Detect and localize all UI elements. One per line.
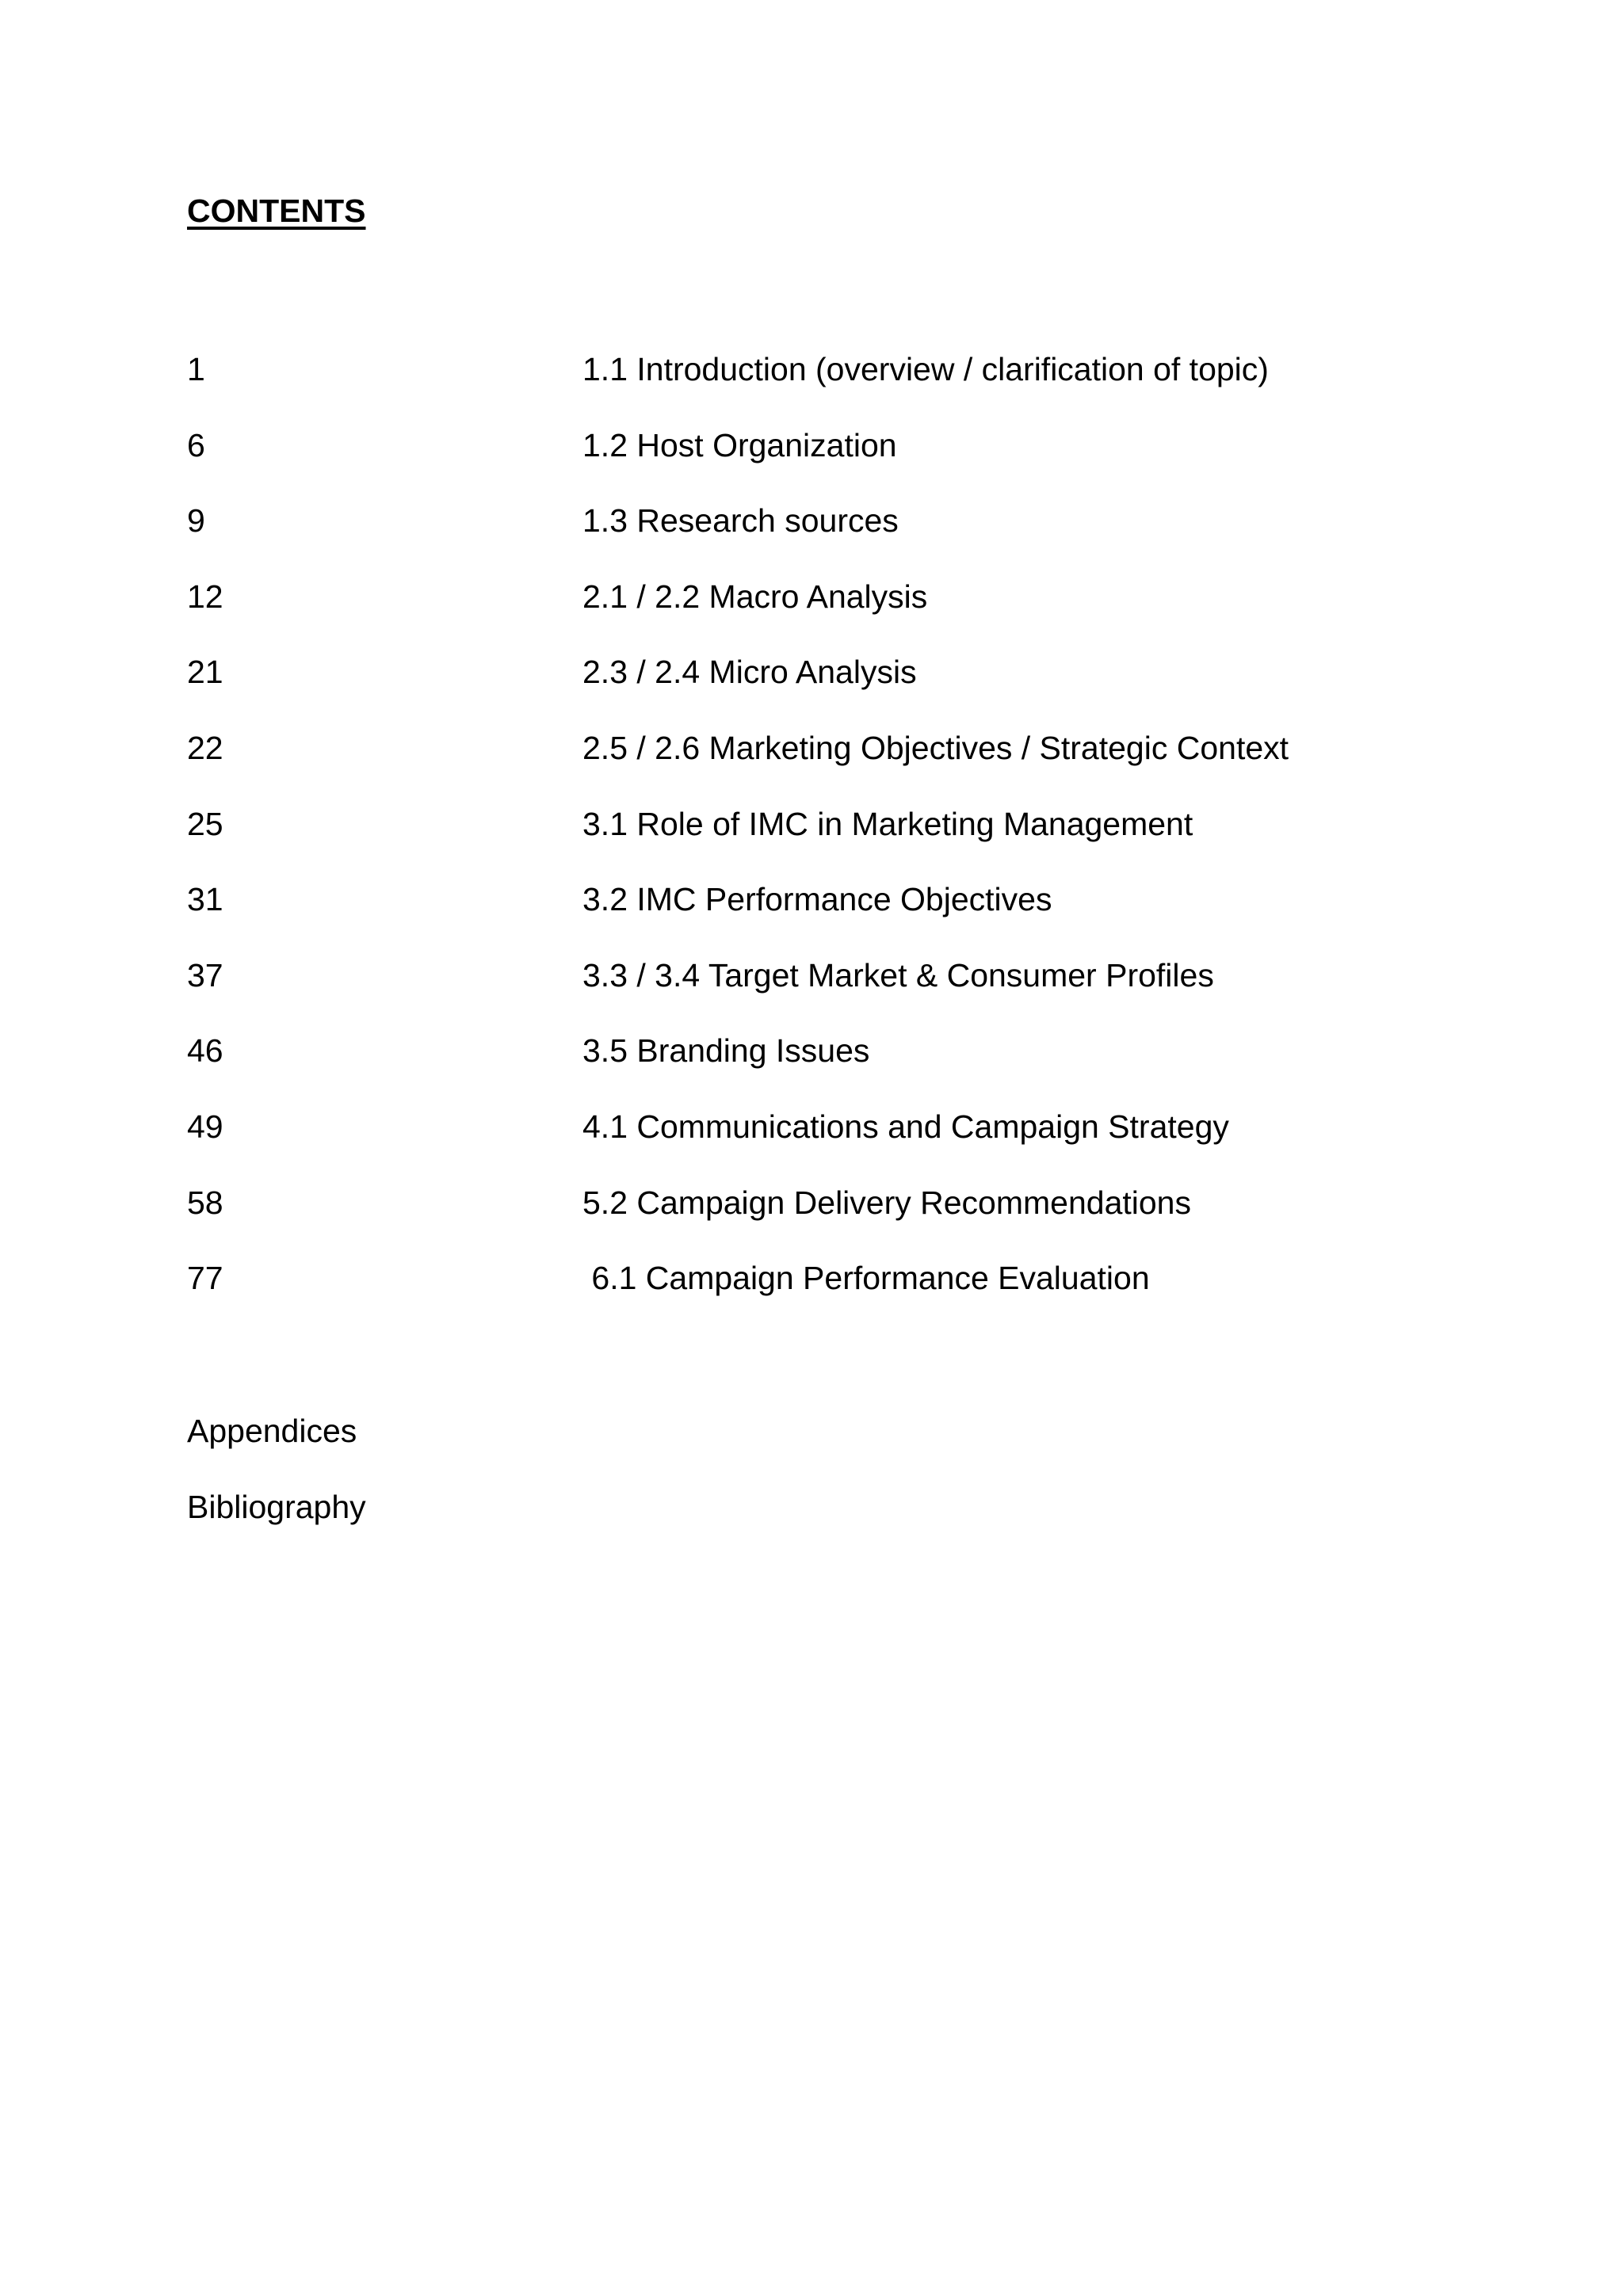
toc-section-title: 4.1 Communications and Campaign Strategy [582, 1108, 1229, 1145]
toc-page-number: 12 [187, 578, 223, 615]
toc-entry [187, 880, 1534, 956]
toc-page-number: 46 [187, 1032, 223, 1070]
toc-page-number: 21 [187, 654, 223, 691]
page-title: CONTENTS [187, 193, 366, 229]
toc-entry [187, 350, 1534, 426]
toc-page-number: 9 [187, 502, 205, 540]
toc-entry [187, 805, 1534, 881]
toc-section-title: 3.3 / 3.4 Target Market & Consumer Profiles [582, 956, 1214, 994]
appendices-entry: Appendices [187, 1413, 357, 1449]
toc-page-number: 37 [187, 956, 223, 994]
toc-section-title: 2.1 / 2.2 Macro Analysis [582, 578, 928, 615]
toc-section-title: 2.3 / 2.4 Micro Analysis [582, 654, 917, 691]
table-of-contents [187, 350, 1534, 1335]
toc-entry [187, 1184, 1534, 1260]
toc-entry [187, 426, 1534, 502]
toc-section-title: 6.1 Campaign Performance Evaluation [582, 1260, 1150, 1297]
toc-section-title: 1.1 Introduction (overview / clarification of topic) [582, 351, 1269, 387]
toc-entry [187, 729, 1534, 805]
toc-section-title: 3.1 Role of IMC in Marketing Management [582, 805, 1193, 842]
toc-entry [187, 956, 1534, 1032]
toc-section-title: 2.5 / 2.6 Marketing Objectives / Strategic Context [582, 729, 1289, 766]
toc-entry [187, 502, 1534, 578]
toc-page-number: 49 [187, 1108, 223, 1145]
toc-page-number: 58 [187, 1184, 223, 1221]
toc-section-title: 1.3 Research sources [582, 502, 899, 540]
toc-section-title: 5.2 Campaign Delivery Recommendations [582, 1184, 1191, 1221]
back-matter-list [187, 1412, 366, 1563]
toc-entry [187, 578, 1534, 654]
toc-entry [187, 653, 1534, 729]
toc-page-number: 25 [187, 805, 223, 842]
toc-section-title: 3.2 IMC Performance Objectives [582, 881, 1052, 918]
toc-section-title: 3.5 Branding Issues [582, 1032, 870, 1070]
toc-page-number: 1 [187, 351, 205, 387]
toc-page-number: 22 [187, 729, 223, 766]
toc-section-title: 1.2 Host Organization [582, 426, 897, 463]
toc-page-number: 77 [187, 1260, 223, 1297]
toc-entry [187, 1259, 1534, 1335]
toc-entry [187, 1032, 1534, 1108]
toc-page-number: 6 [187, 426, 205, 463]
toc-entry [187, 1108, 1534, 1184]
bibliography-entry: Bibliography [187, 1488, 366, 1525]
toc-page-number: 31 [187, 881, 223, 918]
